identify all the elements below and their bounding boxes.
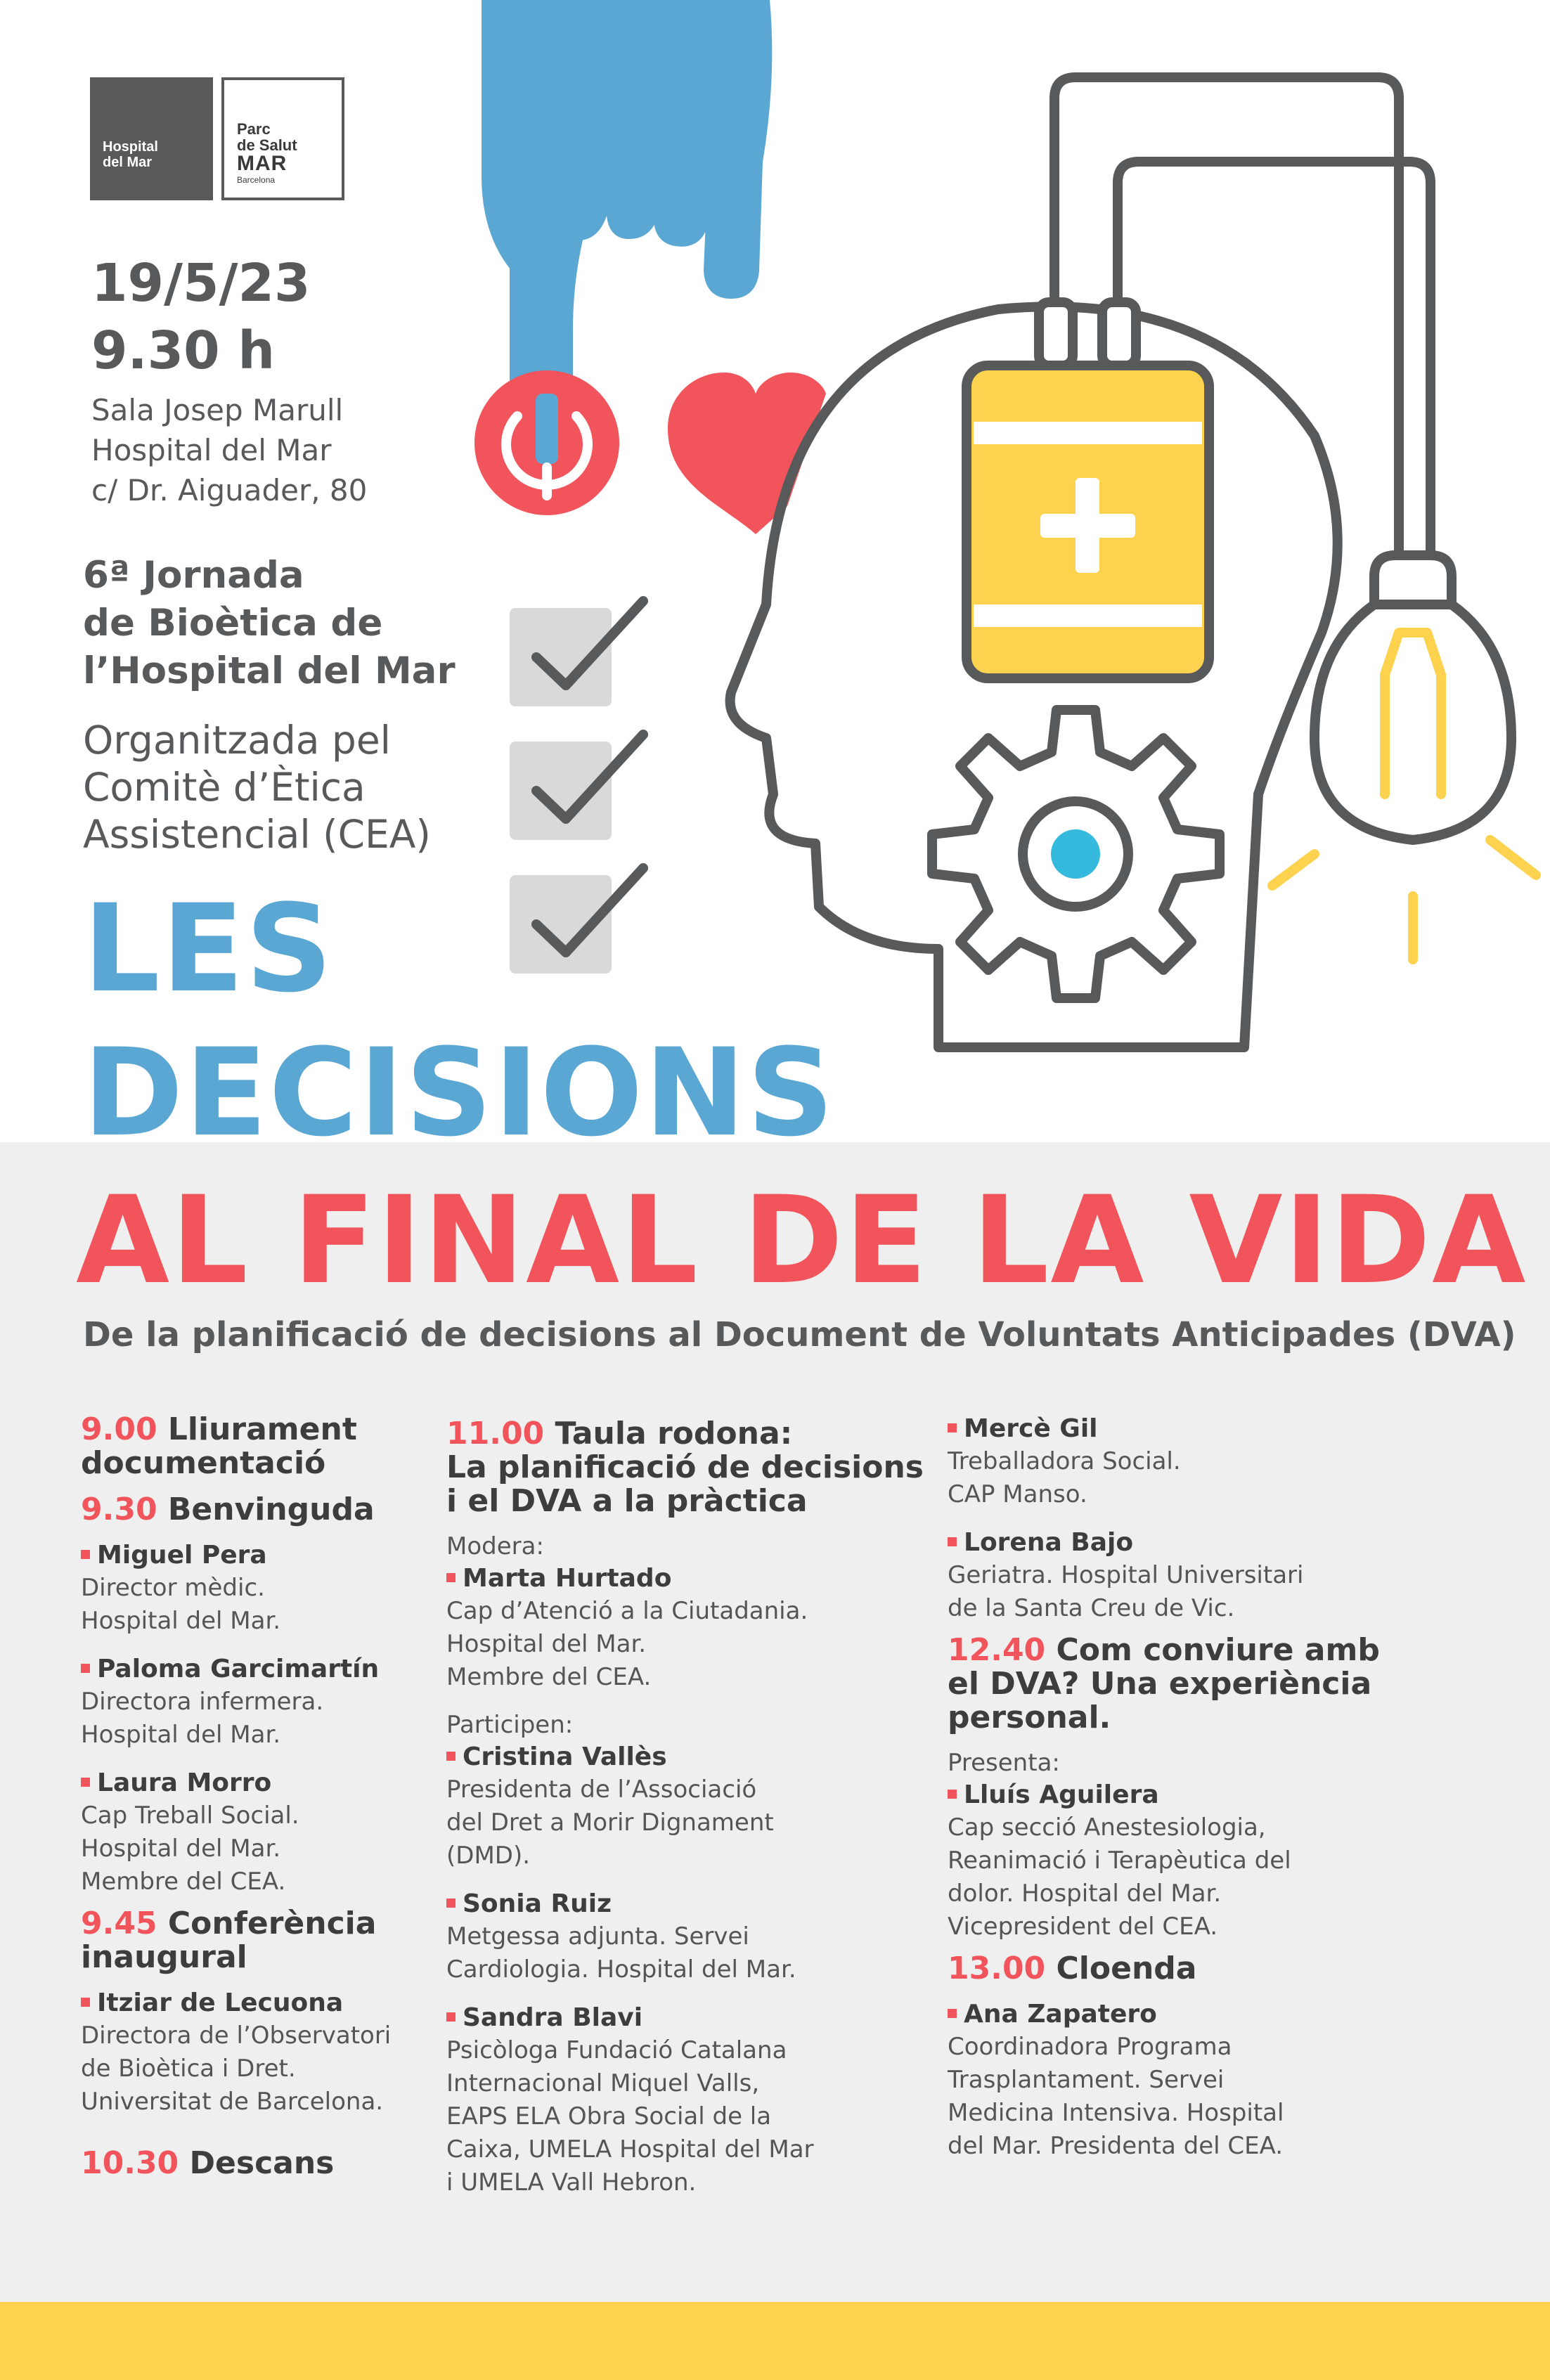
speaker-name: Cristina Vallès: [463, 1742, 667, 1771]
speaker-name: Marta Hurtado: [463, 1564, 672, 1593]
session-time: 9.45: [81, 1906, 157, 1941]
bullet-icon: [446, 2012, 456, 2022]
session-time: 12.40: [948, 1632, 1046, 1668]
speaker-name: Paloma Garcimartín: [97, 1655, 380, 1683]
session-title: i el DVA a la pràctica: [446, 1483, 808, 1519]
event-venue: [91, 390, 367, 510]
speaker-desc: Directora infermera.: [81, 1688, 324, 1716]
hospital-del-mar-logo: [90, 77, 213, 200]
session-title: La planificació de decisions: [446, 1449, 924, 1485]
speaker-desc: Hospital del Mar.: [81, 1721, 281, 1749]
speaker-desc: Hospital del Mar.: [446, 1630, 647, 1658]
bullet-icon: [81, 1998, 90, 2007]
session-keynote: [81, 1907, 390, 1974]
organizer: [83, 717, 431, 858]
speaker-name: Miguel Pera: [97, 1541, 267, 1570]
jornada-line: de Bioètica de: [83, 602, 383, 645]
speaker-desc: Caixa, UMELA Hospital del Mar: [446, 2135, 814, 2164]
speaker-desc: Cap secció Anestesiologia,: [948, 1813, 1266, 1842]
speaker-desc: dolor. Hospital del Mar.: [948, 1880, 1222, 1908]
speaker-desc: Psicòloga Fundació Catalana: [446, 2036, 787, 2064]
bullet-icon: [446, 1573, 456, 1582]
bullet-icon: [446, 1899, 456, 1908]
checkbox-icon: [510, 601, 643, 974]
session-title: personal.: [948, 1700, 1111, 1735]
session-experience: [948, 1634, 1397, 1735]
venue-line: Sala Josep Marull: [91, 393, 344, 427]
bullet-icon: [948, 1537, 957, 1546]
speaker-name: Sonia Ruiz: [463, 1889, 612, 1918]
gear-icon: [932, 710, 1220, 998]
speaker-desc: EAPS ELA Obra Social de la: [446, 2102, 772, 2130]
event-datetime: [91, 250, 311, 384]
session-title: Cloenda: [1056, 1951, 1197, 1986]
speaker-desc: Trasplantament. Servei: [948, 2066, 1225, 2094]
bullet-icon: [81, 1550, 90, 1559]
organizer-line: Organitzada pel: [83, 718, 391, 763]
venue-line: Hospital del Mar: [91, 433, 332, 467]
speaker-desc: de Bioètica i Dret.: [81, 2055, 296, 2083]
speaker-name: Mercè Gil: [964, 1414, 1098, 1443]
program-column-2: [446, 1413, 924, 2215]
bullet-icon: [948, 1790, 957, 1799]
logo-text: del Mar: [103, 155, 153, 170]
speaker-desc: Reanimació i Terapèutica del: [948, 1847, 1291, 1875]
title-line-3: AL FINAL DE LA VIDA: [76, 1170, 1528, 1311]
speaker-desc: del Dret a Morir Dignament: [446, 1809, 774, 1837]
participants-label: Participen:: [446, 1711, 574, 1739]
speaker-desc: Metgessa adjunta. Servei: [446, 1922, 749, 1951]
event-time: 9.30 h: [91, 321, 276, 381]
speaker-desc: Universitat de Barcelona.: [81, 2088, 384, 2116]
speaker-name: Lluís Aguilera: [964, 1780, 1159, 1809]
speaker: [948, 1527, 1397, 1625]
speaker-desc: Membre del CEA.: [446, 1663, 652, 1691]
speaker-desc: i UMELA Vall Hebron.: [446, 2168, 697, 2197]
title-line-2: DECISIONS: [83, 1022, 836, 1163]
speaker-desc: Vicepresident del CEA.: [948, 1913, 1218, 1941]
session-title: Conferència inaugural: [81, 1906, 377, 1975]
speaker: [446, 2002, 924, 2199]
speaker: [446, 1888, 924, 1986]
speaker-desc: Treballadora Social.: [948, 1447, 1181, 1475]
organizer-line: Assistencial (CEA): [83, 812, 431, 857]
speaker-name: Ana Zapatero: [964, 2000, 1157, 2029]
bullet-icon: [81, 1664, 90, 1673]
speaker-desc: de la Santa Creu de Vic.: [948, 1594, 1235, 1622]
footer-band: [0, 2302, 1550, 2380]
jornada-title: [83, 552, 456, 695]
speaker-desc: Medicina Intensiva. Hospital: [948, 2099, 1284, 2127]
speaker-desc: Coordinadora Programa: [948, 2033, 1232, 2061]
session-title: Benvinguda: [167, 1492, 375, 1527]
organizer-line: Comitè d’Ètica: [83, 765, 366, 810]
moderator-label: Modera:: [446, 1532, 544, 1560]
speaker-desc: Presidenta de l’Associació: [446, 1776, 757, 1804]
subtitle: De la planificació de decisions al Document de Voluntats Anticipades (DVA): [83, 1315, 1516, 1354]
speaker: [446, 1563, 924, 1694]
speaker-desc: Cap Treball Social.: [81, 1802, 299, 1830]
logo-text: de Salut: [237, 136, 297, 154]
speaker-name: Itziar de Lecuona: [97, 1988, 344, 2017]
session-time: 9.30: [81, 1492, 157, 1527]
speaker: [948, 1779, 1397, 1944]
session-title: Lliurament documentació: [81, 1411, 357, 1481]
jornada-line: l’Hospital del Mar: [83, 649, 456, 692]
session-round-table: [446, 1417, 924, 1518]
battery-icon: [967, 302, 1209, 678]
jornada-line: 6ª Jornada: [83, 554, 304, 597]
session-title: Taula rodona:: [555, 1416, 793, 1451]
speaker: [948, 1413, 1397, 1511]
speaker-desc: Cap d’Atenció a la Ciutadania.: [446, 1597, 808, 1625]
speaker-desc: Cardiologia. Hospital del Mar.: [446, 1955, 796, 1984]
speaker-desc: Membre del CEA.: [81, 1868, 286, 1896]
session-closing: [948, 1952, 1397, 1986]
session-title: Com conviure amb: [1056, 1632, 1380, 1668]
speaker-desc: Geriatra. Hospital Universitari: [948, 1561, 1304, 1589]
speaker-desc: Internacional Miquel Valls,: [446, 2069, 760, 2097]
power-button-icon: [474, 370, 619, 515]
title-line-1: LES: [83, 878, 334, 1019]
speaker-desc: (DMD).: [446, 1842, 531, 1870]
venue-line: c/ Dr. Aiguader, 80: [91, 473, 368, 507]
speaker-desc: Hospital del Mar.: [81, 1835, 281, 1863]
lightbulb-icon: [1272, 555, 1536, 959]
speaker-name: Sandra Blavi: [463, 2003, 643, 2032]
speaker: [446, 1741, 924, 1873]
bullet-icon: [948, 2009, 957, 2018]
bullet-icon: [81, 1778, 90, 1787]
event-date: 19/5/23: [91, 253, 311, 313]
session-time: 9.00: [81, 1411, 157, 1447]
speaker-desc: Directora de l’Observatori: [81, 2022, 392, 2050]
speaker: [948, 1998, 1397, 2163]
bullet-icon: [948, 1423, 957, 1432]
session-time: 13.00: [948, 1951, 1046, 1986]
bullet-icon: [446, 1752, 456, 1761]
session-time: 10.30: [81, 2145, 179, 2181]
speaker-desc: Director mèdic.: [81, 1574, 265, 1602]
logo-text: MAR: [237, 152, 288, 175]
parc-de-salut-mar-logo: [221, 77, 344, 200]
session-title: el DVA? Una experiència: [948, 1666, 1372, 1702]
speaker-desc: Hospital del Mar.: [81, 1607, 281, 1635]
logo-text: Hospital: [103, 139, 158, 155]
session-title: Descans: [189, 2145, 335, 2181]
logo-text: Barcelona: [237, 175, 276, 185]
logo-text: Parc: [237, 120, 271, 138]
speaker-desc: del Mar. Presidenta del CEA.: [948, 2132, 1284, 2160]
speaker-name: Lorena Bajo: [964, 1528, 1134, 1557]
presenter-label: Presenta:: [948, 1749, 1060, 1777]
session-time: 11.00: [446, 1416, 545, 1451]
speaker-name: Laura Morro: [97, 1768, 272, 1797]
program-column-3: [948, 1413, 1397, 2178]
speaker-desc: CAP Manso.: [948, 1480, 1087, 1508]
